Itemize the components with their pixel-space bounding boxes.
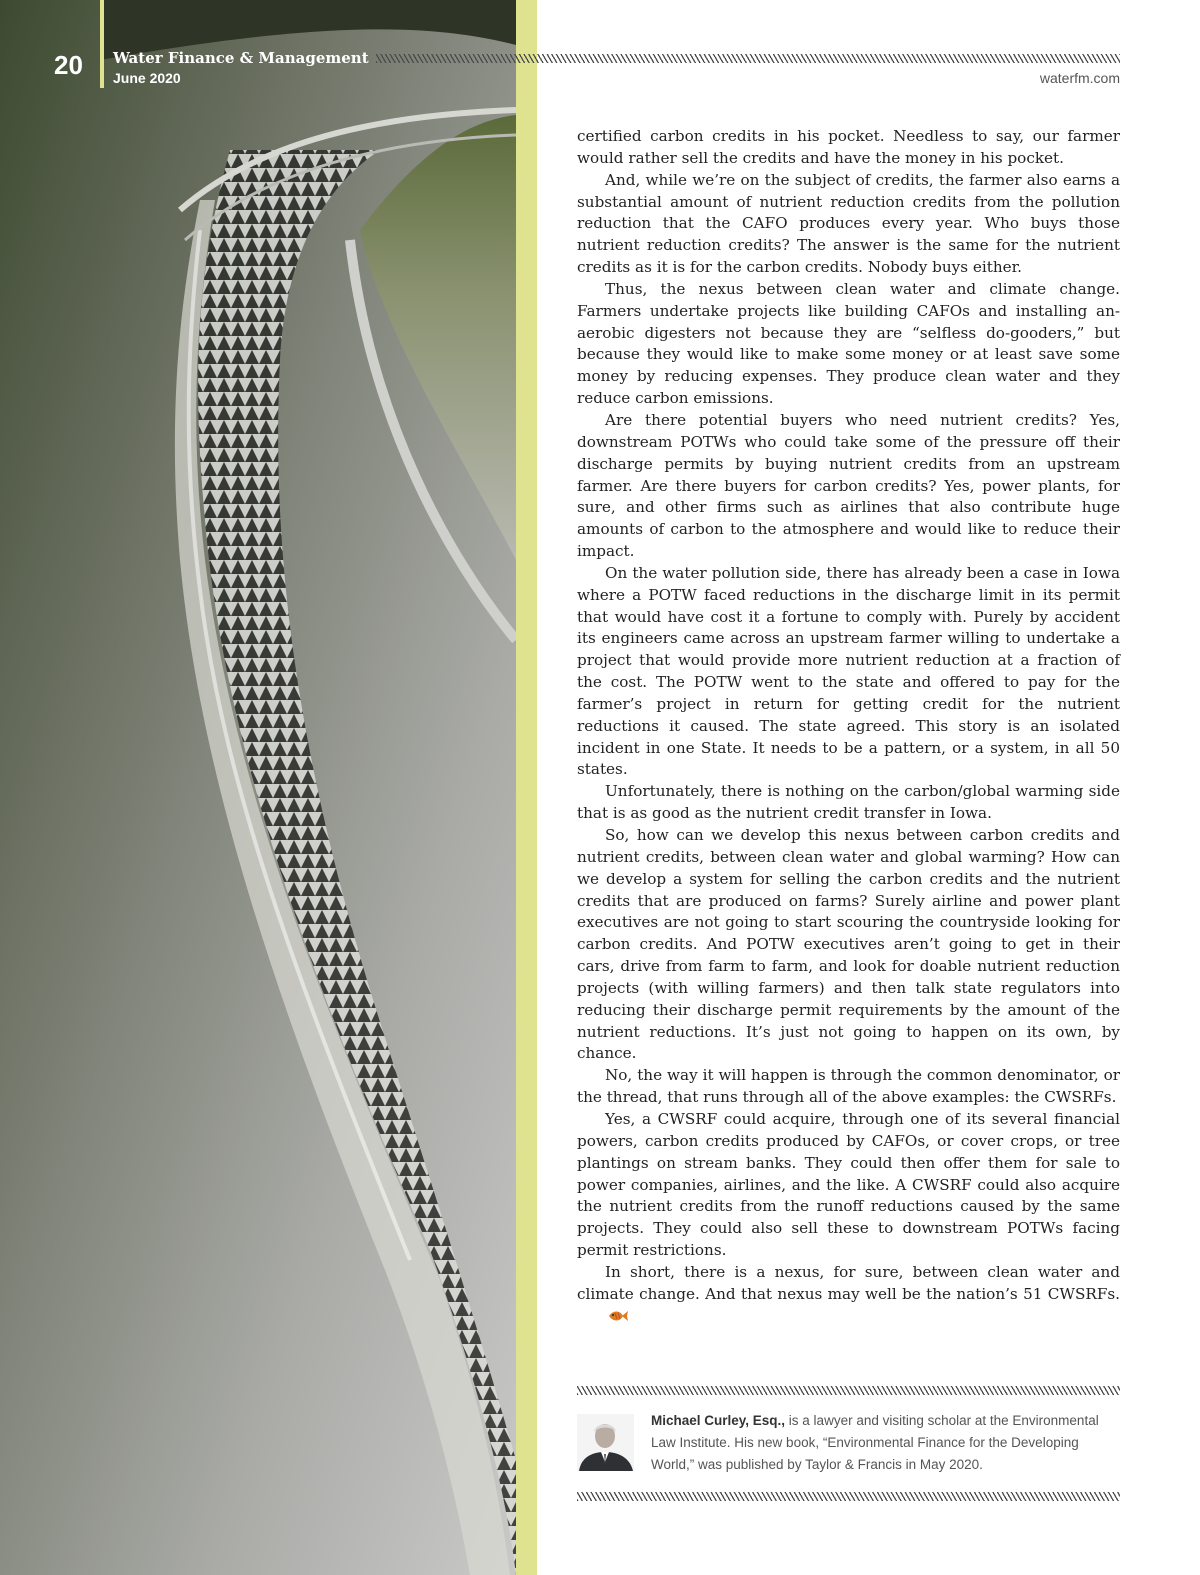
author-description: is a lawyer and visiting scholar at the Environmental Law Institute. His new book, “Environmental Finance for the Developing World,” was published by Taylor & Francis in May 2020.: [651, 1413, 1099, 1472]
article-paragraph: On the water pollution side, there has already been a case in Iowa where a POTW faced reductions in the discharge limit in its permit that would have cost it a fortune to comply with. Purely by accident its engineers came across an upstream farmer willing to undertake a project that would provide more nutrient reduction at a fraction of the cost. The POTW went to the state and offered to pay for the farmer’s project in return for getting credit for the nutrient reductions it caused. The state agreed. This story is an isolated incident in one State. It needs to be a pattern, or a system, in all 50 states.: [577, 563, 1120, 779]
website-url: waterfm.com: [1039, 70, 1120, 86]
article-body: [577, 126, 1120, 1329]
article-paragraph: Are there potential buyers who need nutrient credits? Yes, downstream POTWs who could take some of the pressure off their discharge permits by buying nutrient credits from an upstream farmer. Are there buyers for carbon credits? Yes, power plants, for sure, and other firms such as airlines that also contribute huge amounts of carbon to the atmosphere and would like to reduce their impact.: [577, 410, 1120, 561]
publication-title: Water Finance & Management: [113, 49, 369, 67]
author-photo: [577, 1414, 634, 1471]
header-divider: [100, 0, 104, 88]
article-paragraph: So, how can we develop this nexus between carbon credits and nutrient credits, between clean water and global warming? How can we develop a system for selling the carbon credits and the nutrient credits that are produced on farms? Surely airline and power plant executives are not going to start scouring the countryside looking for carbon credits. And POTW executives aren’t going to get in their cars, drive from farm to farm, and look for doable nutrient reduction projects (with willing farmers) and then talk state regulators into reducing their discharge permit requirements by the amount of the nutrient reductions. It’s just not going to happen on its own, by chance.: [577, 826, 1120, 1063]
weir-illustration: [0, 0, 516, 1575]
bio-top-hatch-rule: [577, 1386, 1120, 1395]
issue-date: June 2020: [113, 70, 181, 86]
article-paragraph-final: [577, 1262, 1120, 1330]
article-paragraph: No, the way it will happen is through the common denominator, or the thread, that runs through all of the above examples: the CWSRFs.: [577, 1066, 1120, 1107]
article-paragraph: And, while we’re on the subject of credits, the farmer also earns a substantial amount of nutrient reduction credits from the pollution reduction that the CAFO produces every year. Who buys those nutrient reduction credits? The answer is the same for the nutrient credits as it is for the carbon credits. Nobody buys either.: [577, 170, 1120, 277]
water-treatment-photo: [0, 0, 516, 1575]
article-paragraph: Thus, the nexus between clean water and climate change. Farmers undertake projects like building CAFOs and installing anaerobic digesters not because they are “selfless do-gooders,” but because they would like to make some money or at least save some money by reducing expenses. They produce clean water and they reduce carbon emissions.: [577, 279, 1120, 408]
fish-end-mark-icon: [579, 1308, 629, 1330]
final-paragraph-text: In short, there is a nexus, for sure, between clean water and climate change. And that nexus may well be the nation’s 51 CWSRFs.: [577, 1262, 1120, 1303]
bio-bottom-hatch-rule: [577, 1492, 1120, 1501]
header-hatch-rule: [376, 54, 1120, 63]
page-number: 20: [54, 50, 83, 80]
author-bio-text: [651, 1410, 1121, 1476]
article-paragraph: Yes, a CWSRF could acquire, through one of its several financial powers, carbon credits produced by CAFOs, or cover crops, or tree plantings on stream banks. They could then offer them for sale to power companies, airlines, and the like. A CWSRF could also acquire the nutrient credits from the runoff reductions caused by the same projects. They could also sell these to downstream POTWs facing permit restrictions.: [577, 1109, 1120, 1260]
author-name: Michael Curley, Esq.,: [651, 1413, 786, 1428]
article-paragraph: Unfortunately, there is nothing on the carbon/global warming side that is as good as the nutrient credit transfer in Iowa.: [577, 782, 1120, 823]
author-bio: [577, 1408, 1120, 1488]
accent-bar: [516, 0, 537, 1575]
article-paragraph: certified carbon credits in his pocket. Needless to say, our farmer would rather sell the credits and have the money in his pocket.: [577, 127, 1120, 167]
